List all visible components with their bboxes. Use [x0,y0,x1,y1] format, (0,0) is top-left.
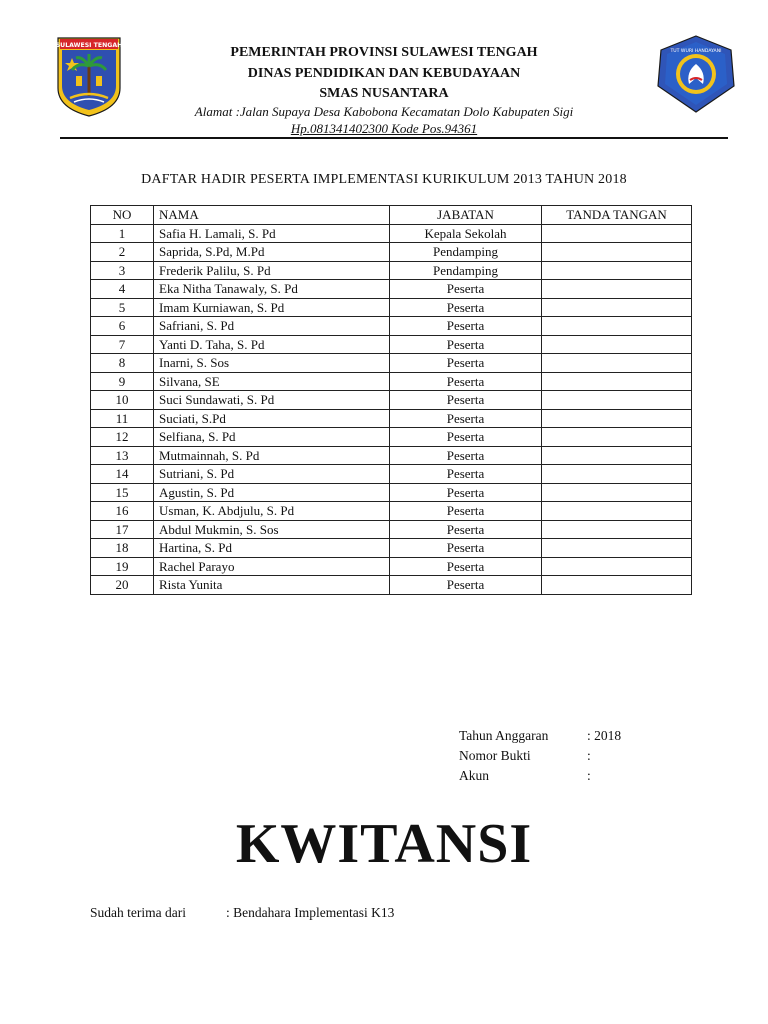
row-tanda-tangan [542,409,692,428]
row-nama: Frederik Palilu, S. Pd [154,261,390,280]
row-nama: Usman, K. Abdjulu, S. Pd [154,502,390,521]
table-row [91,391,692,410]
tahun-anggaran-label: Tahun Anggaran [459,728,549,743]
row-tanda-tangan [542,391,692,410]
table-row [91,465,692,484]
header-no: NO [91,206,154,225]
department-heading: DINAS PENDIDIKAN DAN KEBUDAYAAN [247,66,521,81]
header-tanda-tangan: TANDA TANGAN [542,206,692,225]
row-tanda-tangan [542,483,692,502]
row-jabatan: Pendamping [390,261,542,280]
row-nama: Safriani, S. Pd [154,317,390,336]
table-row [91,224,692,243]
row-jabatan: Peserta [390,409,542,428]
row-tanda-tangan [542,261,692,280]
row-no: 9 [91,372,154,391]
row-tanda-tangan [542,446,692,465]
row-nama: Sutriani, S. Pd [154,465,390,484]
row-no: 14 [91,465,154,484]
table-row [91,446,692,465]
table-row [91,335,692,354]
header-divider [60,137,728,139]
address-line: Alamat :Jalan Supaya Desa Kabobona Kecamatan Dolo Kabupaten Sigi [194,104,574,119]
row-jabatan: Peserta [390,557,542,576]
row-nama: Inarni, S. Sos [154,354,390,373]
row-jabatan: Peserta [390,446,542,465]
row-nama: Suciati, S.Pd [154,409,390,428]
table-row [91,576,692,595]
row-no: 15 [91,483,154,502]
row-nama: Rachel Parayo [154,557,390,576]
table-row [91,483,692,502]
table-row [91,520,692,539]
header-nama: NAMA [154,206,390,225]
row-no: 12 [91,428,154,447]
row-no: 17 [91,520,154,539]
row-jabatan: Peserta [390,539,542,558]
row-nama: Silvana, SE [154,372,390,391]
row-no: 1 [91,224,154,243]
row-tanda-tangan [542,539,692,558]
tahun-anggaran-value: : 2018 [587,728,622,743]
row-nama: Suci Sundawati, S. Pd [154,391,390,410]
row-nama: Agustin, S. Pd [154,483,390,502]
government-heading: PEMERINTAH PROVINSI SULAWESI TENGAH [230,45,538,60]
table-row [91,428,692,447]
table-row [91,261,692,280]
kwitansi-title: KWITANSI [235,813,533,875]
attendance-title: DAFTAR HADIR PESERTA IMPLEMENTASI KURIKULUM 2013 TAHUN 2018 [141,172,627,187]
row-jabatan: Peserta [390,280,542,299]
row-no: 5 [91,298,154,317]
table-row [91,298,692,317]
nomor-bukti-value: : [587,748,591,763]
row-tanda-tangan [542,280,692,299]
row-nama: Selfiana, S. Pd [154,428,390,447]
table-row [91,317,692,336]
row-jabatan: Pendamping [390,243,542,262]
row-nama: Eka Nitha Tanawaly, S. Pd [154,280,390,299]
row-tanda-tangan [542,317,692,336]
row-no: 2 [91,243,154,262]
header-jabatan: JABATAN [390,206,542,225]
table-row [91,354,692,373]
contact-line: Hp.081341402300 Kode Pos.94361 [290,121,478,136]
received-from-label: Sudah terima dari [90,905,186,920]
table-header-row [91,206,692,225]
akun-value: : [587,768,591,783]
row-no: 18 [91,539,154,558]
row-nama: Mutmainnah, S. Pd [154,446,390,465]
row-jabatan: Peserta [390,391,542,410]
row-jabatan: Peserta [390,317,542,336]
row-tanda-tangan [542,465,692,484]
row-nama: Safia H. Lamali, S. Pd [154,224,390,243]
row-jabatan: Peserta [390,576,542,595]
row-nama: Rista Yunita [154,576,390,595]
row-tanda-tangan [542,298,692,317]
row-no: 19 [91,557,154,576]
row-tanda-tangan [542,428,692,447]
school-name: SMAS NUSANTARA [319,86,449,101]
table-row [91,243,692,262]
logo-caption: TUT WURI HANDAYANI [670,49,722,54]
row-nama: Yanti D. Taha, S. Pd [154,335,390,354]
received-from-value: : Bendahara Implementasi K13 [226,905,395,920]
row-tanda-tangan [542,243,692,262]
row-jabatan: Peserta [390,428,542,447]
row-nama: Saprida, S.Pd, M.Pd [154,243,390,262]
row-jabatan: Peserta [390,520,542,539]
table-row [91,372,692,391]
row-tanda-tangan [542,354,692,373]
row-nama: Abdul Mukmin, S. Sos [154,520,390,539]
akun-label: Akun [459,768,489,783]
row-no: 13 [91,446,154,465]
row-no: 11 [91,409,154,428]
row-no: 8 [91,354,154,373]
row-no: 16 [91,502,154,521]
row-tanda-tangan [542,335,692,354]
table-row [91,557,692,576]
row-jabatan: Peserta [390,354,542,373]
table-row [91,409,692,428]
row-tanda-tangan [542,224,692,243]
row-tanda-tangan [542,520,692,539]
attendance-table [90,205,692,595]
nomor-bukti-label: Nomor Bukti [459,748,531,763]
row-jabatan: Peserta [390,502,542,521]
row-tanda-tangan [542,576,692,595]
table-row [91,502,692,521]
row-no: 4 [91,280,154,299]
table-row [91,280,692,299]
row-nama: Hartina, S. Pd [154,539,390,558]
table-row [91,539,692,558]
row-no: 7 [91,335,154,354]
row-jabatan: Kepala Sekolah [390,224,542,243]
row-tanda-tangan [542,372,692,391]
row-jabatan: Peserta [390,483,542,502]
row-no: 10 [91,391,154,410]
row-jabatan: Peserta [390,335,542,354]
row-jabatan: Peserta [390,298,542,317]
row-nama: Imam Kurniawan, S. Pd [154,298,390,317]
row-tanda-tangan [542,502,692,521]
row-no: 20 [91,576,154,595]
row-no: 6 [91,317,154,336]
row-jabatan: Peserta [390,465,542,484]
row-tanda-tangan [542,557,692,576]
emblem-banner-text: SULAWESI TENGAH [56,42,122,49]
row-no: 3 [91,261,154,280]
row-jabatan: Peserta [390,372,542,391]
